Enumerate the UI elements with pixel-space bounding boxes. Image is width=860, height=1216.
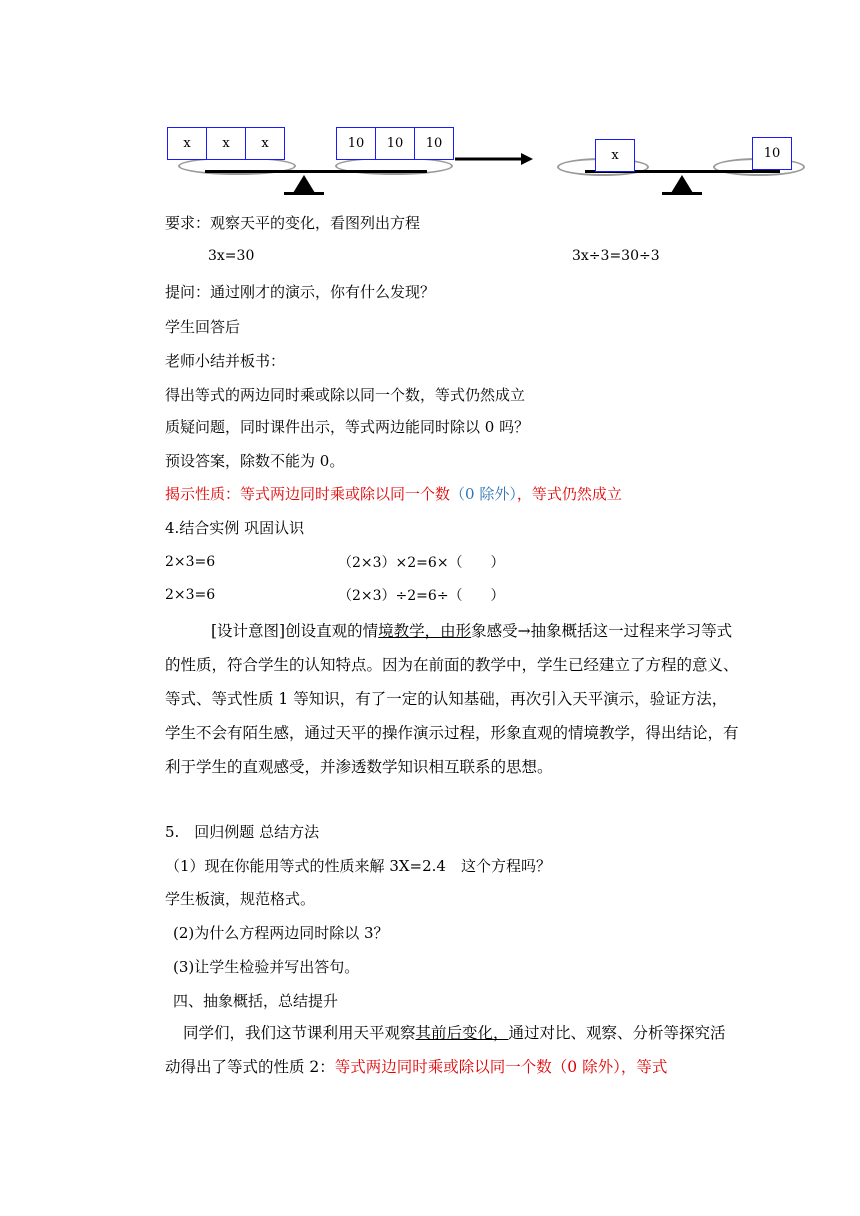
example-right: （2×3）×2=6×（ ） bbox=[338, 555, 505, 571]
weight-box: x bbox=[245, 127, 285, 160]
example-left: 2×3=6 bbox=[165, 587, 216, 603]
student-answer-line: 学生回答后 bbox=[165, 318, 241, 336]
weight-box: x bbox=[595, 139, 635, 172]
left-fulcrum bbox=[293, 175, 315, 193]
question-1: （1）现在你能用等式的性质来解 3X=2.4 这个方程吗？ bbox=[165, 857, 551, 875]
left-base bbox=[284, 192, 324, 195]
section-heading: 四、抽象概括，总结提升 bbox=[173, 992, 339, 1010]
weight-box: 10 bbox=[375, 127, 415, 160]
section-heading: 5. 回归例题 总结方法 bbox=[165, 823, 320, 841]
example-right: （2×3）÷2=6÷（ ） bbox=[338, 588, 505, 604]
question-line: 提问：通过刚才的演示，你有什么发现？ bbox=[165, 283, 436, 301]
left-beam bbox=[205, 170, 427, 173]
weight-box: 10 bbox=[336, 127, 376, 160]
doubt-line: 质疑问题，同时课件出示，等式两边能同时除以 0 吗？ bbox=[165, 418, 530, 436]
requirement-line: 要求：观察天平的变化，看图列出方程 bbox=[165, 214, 421, 232]
weight-box: 10 bbox=[414, 127, 454, 160]
right-base bbox=[662, 192, 702, 195]
section-heading: 4.结合实例 巩固认识 bbox=[165, 519, 305, 537]
board-line: 学生板演，规范格式。 bbox=[165, 890, 316, 908]
property-text-end: ，等式仍然成立 bbox=[516, 485, 622, 503]
example-left: 2×3=6 bbox=[165, 554, 216, 570]
weight-box: 10 bbox=[752, 137, 792, 170]
property-text: 揭示性质：等式两边同时乘或除以同一个数 bbox=[165, 485, 451, 503]
weight-box: x bbox=[206, 127, 246, 160]
teacher-summary-line: 老师小结并板书： bbox=[165, 352, 286, 370]
property-exception: （0 除外） bbox=[450, 485, 517, 503]
equation: 3x÷3=30÷3 bbox=[572, 248, 660, 264]
design-intent-paragraph: [设计意图]创设直观的情境教学，由形象感受→抽象概括这一过程来学习等式的性质，符合学生的认知特点。因为在前面的教学中，学生已经建立了方程的意义、等式、等式性质 1 等知识，有了一定的认知基础，再次引入天平演示，验证方法，学生不会有陌生感，通过天平的操作演示过程，形象直观的情境教学，得出结论，有利于学生的直观感受，并渗透数学知识相互联系的思想。 bbox=[165, 622, 739, 776]
preset-answer-line: 预设答案，除数不能为 0。 bbox=[165, 452, 345, 470]
property-statement bbox=[165, 484, 622, 504]
equation: 3x=30 bbox=[208, 248, 255, 264]
question-3: (3)让学生检验并写出答句。 bbox=[173, 958, 360, 976]
conclusion-line: 得出等式的两边同时乘或除以同一个数，等式仍然成立 bbox=[165, 386, 526, 404]
question-2: (2)为什么方程两边同时除以 3？ bbox=[173, 924, 389, 942]
arrow-icon bbox=[455, 152, 535, 170]
right-fulcrum bbox=[671, 175, 693, 193]
summary-paragraph: 同学们，我们这节课利用天平观察其前后变化，通过对比、观察、分析等探究活动得出了等式的性质 2：等式两边同时乘或除以同一个数（0 除外），等式 bbox=[165, 1024, 726, 1076]
weight-box: x bbox=[167, 127, 207, 160]
